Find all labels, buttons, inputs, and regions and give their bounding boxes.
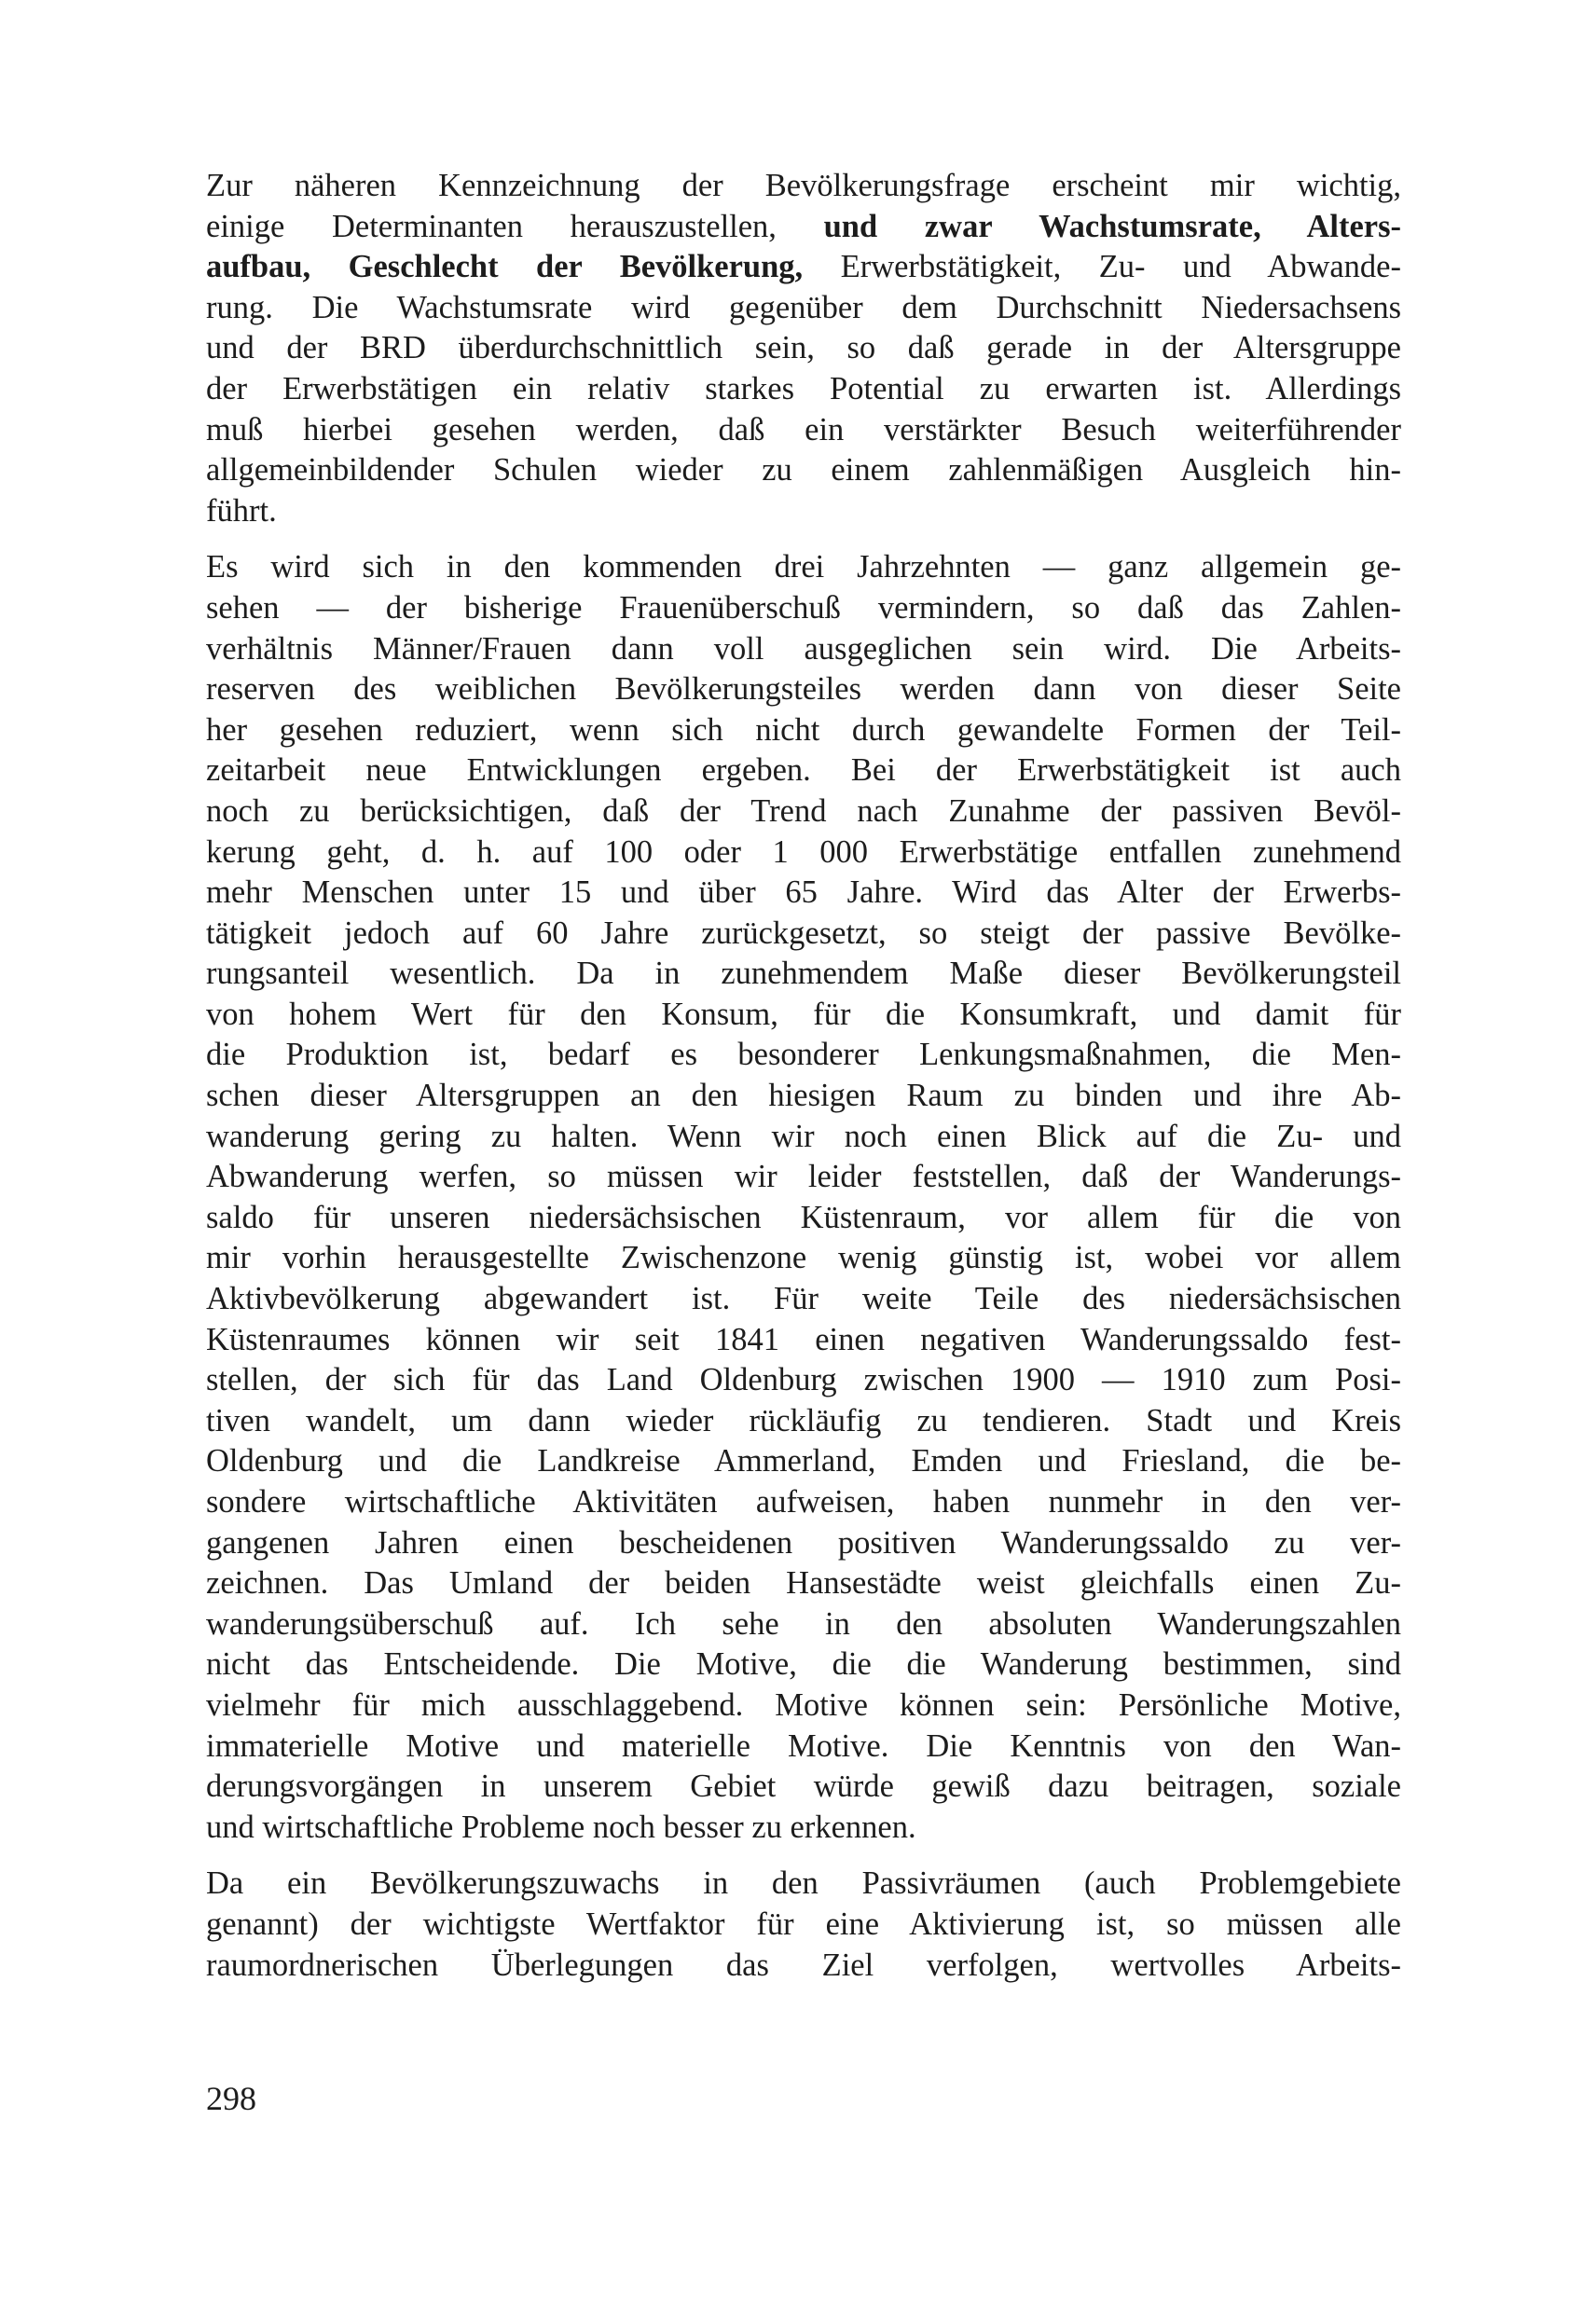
text-line [206,750,1401,791]
text-line [206,833,1401,874]
text-run: Küstenraumes können wir seit 1841 einen negativen Wanderungssaldo fest- [206,1321,1401,1357]
text-line [206,1905,1401,1946]
text-line [206,410,1401,451]
text-line [206,1808,1401,1849]
text-run: stellen, der sich für das Land Oldenburg zwischen 1900 — 1910 zum Posi- [206,1362,1401,1398]
text-line [206,1482,1401,1523]
text-run: kerung geht, d. h. auf 100 oder 1 000 Erwerbstätige entfallen zunehmend [206,833,1401,870]
text-run: wanderungsüberschuß auf. Ich sehe in den absoluten Wanderungszahlen [206,1605,1401,1642]
text-line [206,1604,1401,1645]
text-run: zeichnen. Das Umland der beiden Hansestädte weist gleichfalls einen Zu- [206,1565,1401,1602]
text-run: sondere wirtschaftliche Aktivitäten aufweisen, haben nunmehr in den ver- [206,1484,1401,1520]
text-line [206,1946,1401,1987]
text-line [206,669,1401,710]
text-line [206,1238,1401,1279]
text-run: verhältnis Männer/Frauen dann voll ausgeglichen sein wird. Die Arbeits- [206,630,1401,667]
page-number: 298 [206,2080,256,2117]
paragraph [206,1864,1401,1986]
text-run: Zur näheren Kennzeichnung der Bevölkerungsfrage erscheint mir wichtig, [206,168,1401,203]
text-line [206,247,1401,288]
text-line [206,1727,1401,1768]
bold-text: und zwar Wachstumsrate, Alters- [823,208,1401,244]
text-run: wanderung gering zu halten. Wenn wir noch einen Blick auf die Zu- und [206,1118,1401,1154]
text-line [206,791,1401,833]
text-run: raumordnerischen Überlegungen das Ziel verfolgen, wertvolles Arbeits- [206,1947,1401,1983]
text-line [206,1279,1401,1320]
text-run: Oldenburg und die Landkreise Ammerland, Emden und Friesland, die be- [206,1443,1401,1479]
text-line [206,166,1401,207]
text-line [206,1198,1401,1239]
text-run: zeitarbeit neue Entwicklungen ergeben. Bei der Erwerbstätigkeit ist auch [206,752,1401,789]
text-line [206,873,1401,914]
bold-text: aufbau, Geschlecht der Bevölkerung, [206,249,841,285]
text-run: muß hierbei gesehen werden, daß ein verstärkter Besuch weiterführender [206,411,1401,447]
text-run: derungsvorgängen in unserem Gebiet würde gewiß dazu beitragen, soziale [206,1768,1401,1805]
text-run: von hohem Wert für den Konsum, für die Konsumkraft, und damit für [206,996,1401,1032]
body-text [206,166,1401,1986]
text-line [206,547,1401,588]
text-line [206,588,1401,629]
text-line [206,1076,1401,1117]
text-line [206,1686,1401,1727]
text-run: führt. [206,492,277,529]
text-line [206,914,1401,955]
text-line [206,1523,1401,1564]
text-run: genannt) der wichtigste Wertfaktor für eine Aktivierung ist, so müssen alle [206,1906,1401,1942]
text-run: und wirtschaftliche Probleme noch besser zu erkennen. [206,1809,916,1845]
text-line [206,450,1401,491]
text-run: Abwanderung werfen, so müssen wir leider feststellen, daß der Wanderungs- [206,1159,1401,1195]
text-line [206,710,1401,751]
text-line [206,1035,1401,1076]
text-run: sehen — der bisherige Frauenüberschuß vermindern, so daß das Zahlen- [206,589,1401,626]
text-line [206,1360,1401,1401]
paragraph [206,166,1401,531]
text-line [206,1117,1401,1158]
text-line [206,288,1401,329]
text-line [206,369,1401,410]
text-line [206,1767,1401,1808]
text-run: rungsanteil wesentlich. Da in zunehmendem Maße dieser Bevölkerungsteil [206,956,1401,992]
text-run: die Produktion ist, bedarf es besonderer Lenkungsmaßnahmen, die Men- [206,1037,1401,1073]
text-run: tiven wandelt, um dann wieder rückläufig zu tendieren. Stadt und Kreis [206,1402,1401,1438]
text-run: nicht das Entscheidende. Die Motive, die die Wanderung bestimmen, sind [206,1646,1401,1683]
text-line [206,954,1401,995]
text-line [206,1441,1401,1482]
text-run: Erwerbstätigkeit, Zu- und Abwande- [840,249,1401,285]
text-line [206,1320,1401,1361]
text-line [206,1157,1401,1198]
text-run: allgemeinbildender Schulen wieder zu einem zahlenmäßigen Ausgleich hin- [206,452,1401,489]
text-line [206,629,1401,670]
text-run: her gesehen reduziert, wenn sich nicht durch gewandelte Formen der Teil- [206,711,1401,748]
text-line [206,491,1401,532]
text-run: gangenen Jahren einen bescheidenen positiven Wanderungssaldo zu ver- [206,1524,1401,1561]
text-run: saldo für unseren niedersächsischen Küstenraum, vor allem für die von [206,1199,1401,1235]
paragraph [206,547,1401,1848]
text-run: reserven des weiblichen Bevölkerungsteiles werden dann von dieser Seite [206,671,1401,708]
text-run: immaterielle Motive und materielle Motive. Die Kenntnis von den Wan- [206,1727,1401,1764]
text-run: mir vorhin herausgestellte Zwischenzone wenig günstig ist, wobei vor allem [206,1240,1401,1276]
text-run: Da ein Bevölkerungszuwachs in den Passivräumen (auch Problemgebiete [206,1865,1401,1902]
text-run: Aktivbevölkerung abgewandert ist. Für weite Teile des niedersächsischen [206,1281,1401,1317]
text-run: noch zu berücksichtigen, daß der Trend nach Zunahme der passiven Bevöl- [206,792,1401,829]
text-line [206,1864,1401,1905]
text-line [206,1401,1401,1442]
text-line [206,207,1401,248]
text-run: vielmehr für mich ausschlaggebend. Motive können sein: Persönliche Motive, [206,1686,1401,1723]
text-run: und der BRD überdurchschnittlich sein, so daß gerade in der Altersgruppe [206,330,1401,366]
text-line [206,995,1401,1036]
text-line [206,1563,1401,1604]
text-run: mehr Menschen unter 15 und über 65 Jahre. Wird das Alter der Erwerbs- [206,874,1401,911]
text-run: tätigkeit jedoch auf 60 Jahre zurückgesetzt, so steigt der passive Bevölke- [206,915,1401,951]
text-run: Es wird sich in den kommenden drei Jahrzehnten — ganz allgemein ge- [206,549,1401,585]
text-line [206,1645,1401,1686]
text-run: einige Determinanten herauszustellen, [206,208,824,244]
text-run: der Erwerbstätigen ein relativ starkes Potential zu erwarten ist. Allerdings [206,370,1401,406]
text-run: rung. Die Wachstumsrate wird gegenüber dem Durchschnitt Niedersachsens [206,289,1401,325]
text-run: schen dieser Altersgruppen an den hiesigen Raum zu binden und ihre Ab- [206,1078,1401,1114]
text-line [206,328,1401,369]
